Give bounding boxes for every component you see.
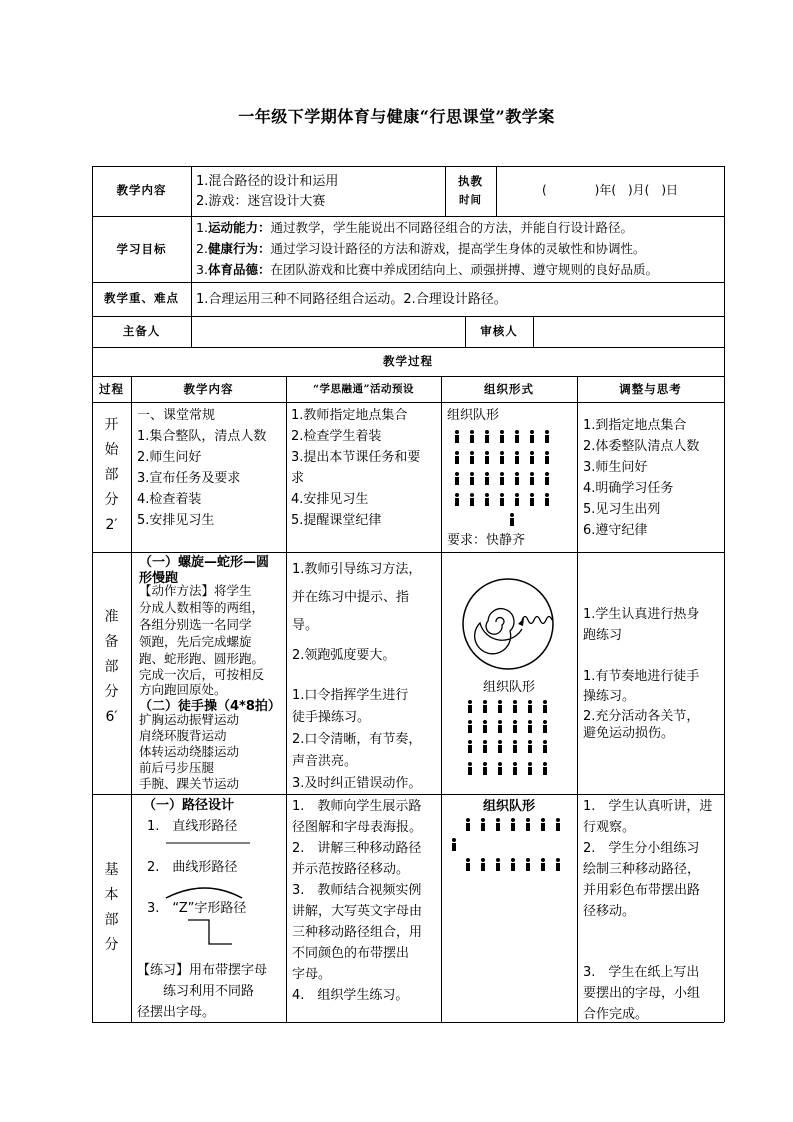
process-label: 教学过程 — [383, 354, 433, 368]
goal-2: 2.健康行为：通过学习设计路径的方法和游戏，提高学生身体的灵敏性和协调性。 — [196, 241, 646, 256]
page-title: 一年级下学期体育与健康“行思课堂”教学案 — [238, 107, 555, 126]
curve-path-line — [166, 888, 242, 898]
goals-label: 学习目标 — [116, 242, 167, 256]
goal-3: 3.体育品德：在团队游戏和比赛中养成团结向上、顽强拼搏、遵守规则的良好品质。 — [196, 262, 658, 277]
col-header-activity: “学思融通”活动预设 — [312, 383, 415, 395]
col-header-adjustment: 调整与思考 — [619, 382, 682, 396]
teacher-icon — [507, 513, 517, 526]
preparer-label: 主备人 — [122, 324, 161, 338]
basic-org-title: 组织队形 — [482, 799, 535, 814]
col-header-organization: 组织形式 — [484, 382, 534, 396]
time-label-2: 时间 — [459, 194, 482, 206]
prep-org-title: 组织队形 — [482, 680, 535, 695]
col-header-content: 教学内容 — [183, 382, 234, 396]
start-org-title: 组织队形 — [447, 408, 500, 423]
content-line-2: 2.游戏：迷宫设计大赛 — [196, 194, 326, 209]
path-diagrams — [150, 838, 260, 953]
phase-prep: 准 备 部 分 6′ — [104, 609, 119, 725]
content-line-1: 1.混合路径的设计和运用 — [196, 174, 339, 189]
student-icon — [452, 430, 462, 443]
time-label-1: 执教 — [458, 174, 483, 188]
col-header-phase: 过程 — [99, 382, 124, 396]
key-points-text: 1.合理运用三种不同路径组合运动。2.合理设计路径。 — [196, 292, 507, 307]
content-label: 教学内容 — [116, 183, 167, 197]
reviewer-label: 审核人 — [480, 324, 518, 338]
key-points-label: 教学重、难点 — [104, 291, 179, 305]
phase-start: 开 始 部 分 2′ — [104, 417, 119, 533]
start-org-requirement: 要求：快静齐 — [447, 533, 526, 548]
spiral-snake-circle-diagram — [456, 574, 566, 674]
zigzag-path-line — [188, 920, 232, 944]
goal-1: 1.运动能力：通过教学，学生能说出不同路径组合的方法，并能自行设计路径。 — [196, 220, 633, 235]
phase-basic: 基 本 部 分 — [104, 862, 119, 953]
date-field: ( )年( )月( )日 — [541, 183, 679, 197]
